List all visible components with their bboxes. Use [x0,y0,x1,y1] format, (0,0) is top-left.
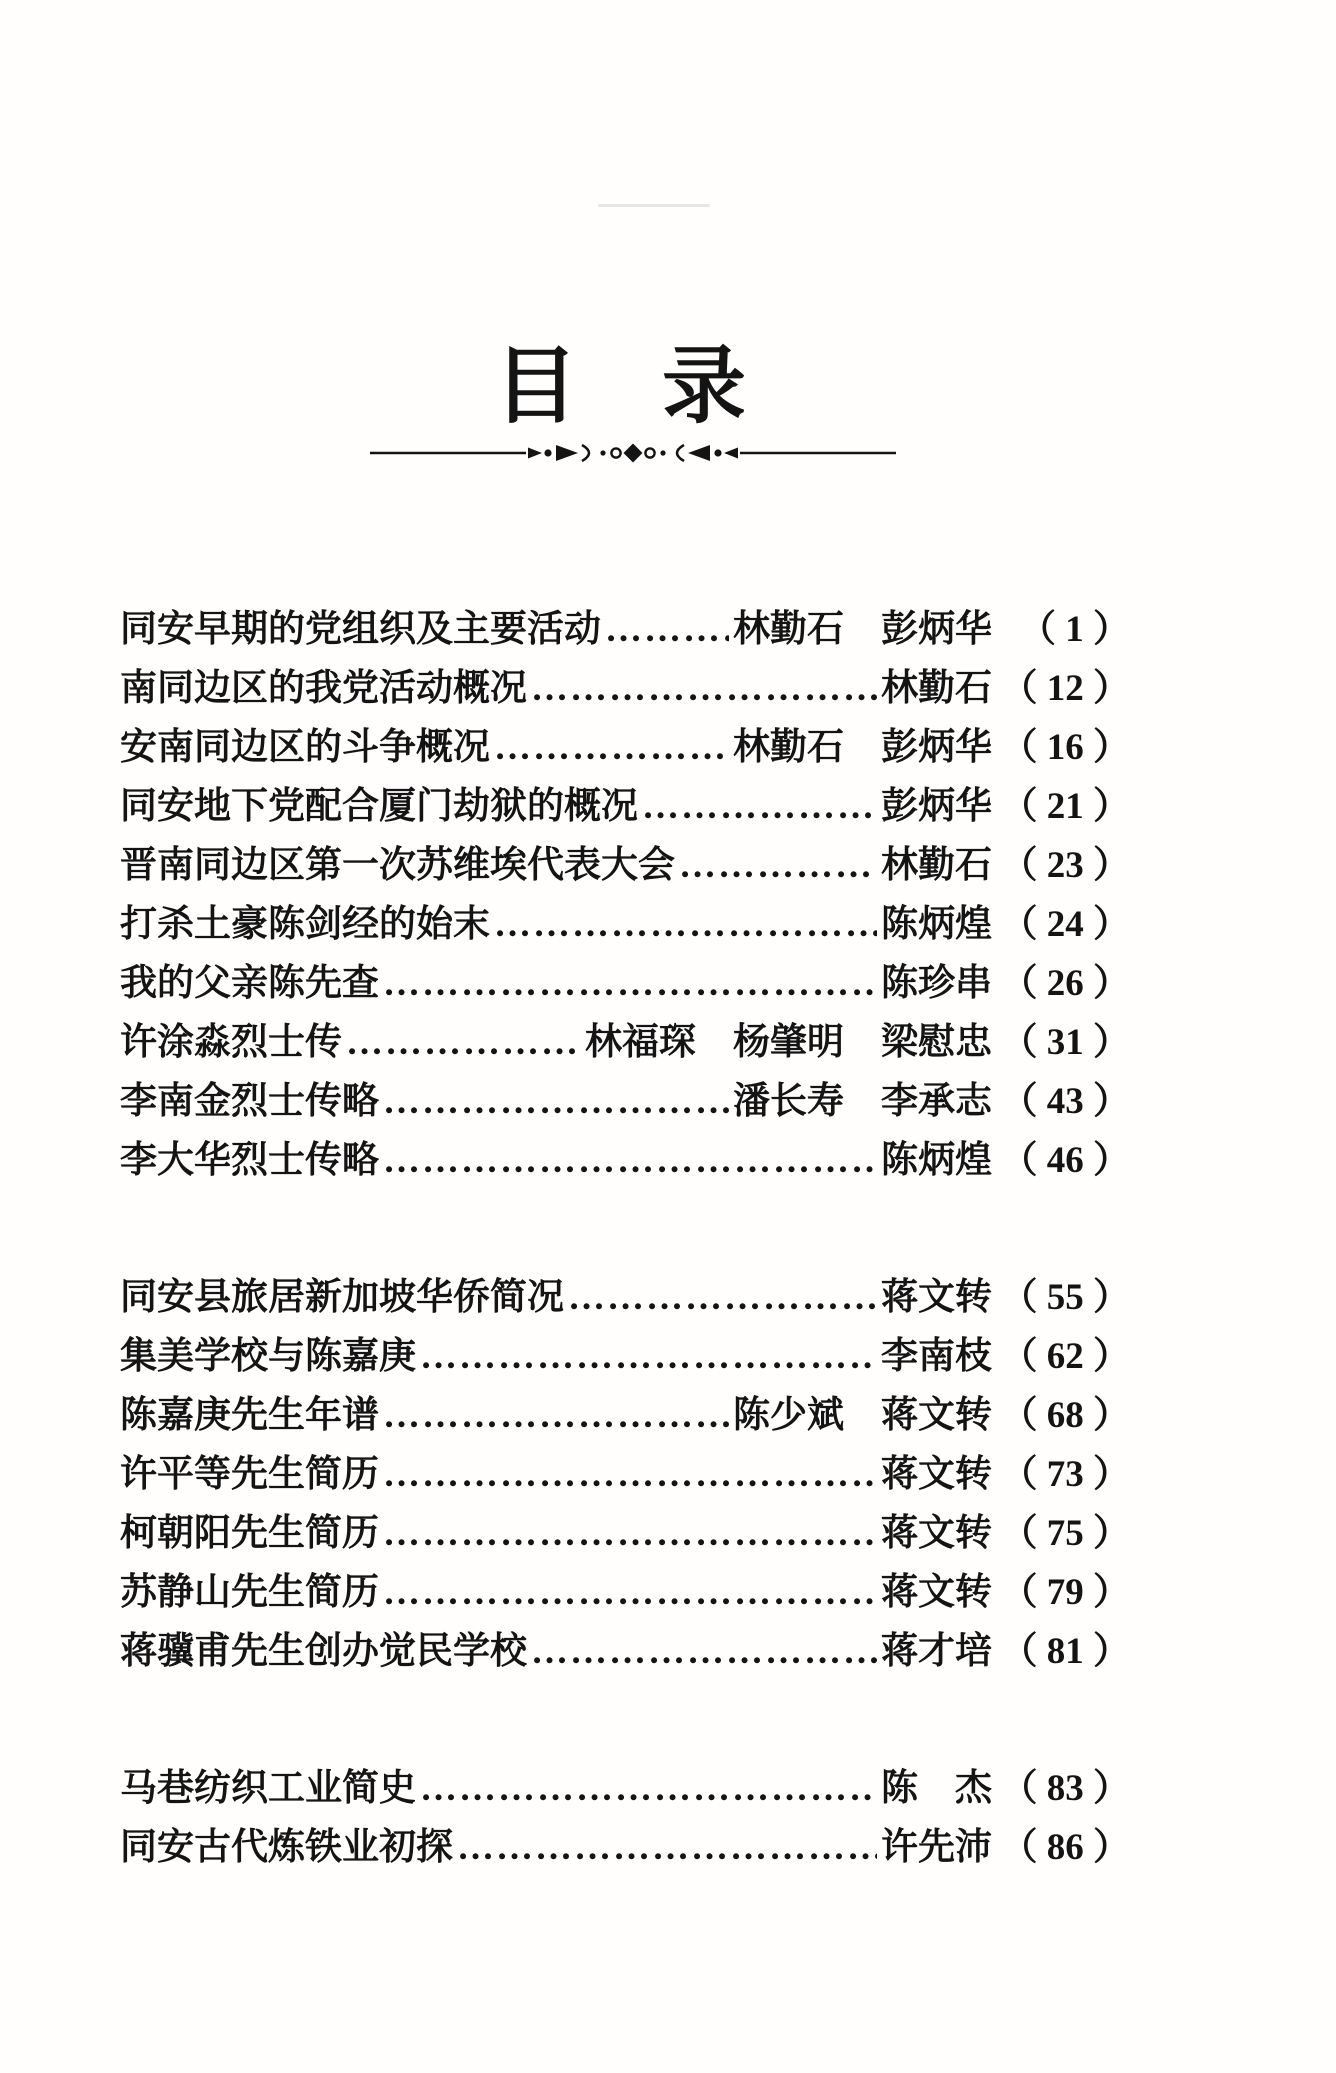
dotted-leader [642,777,877,836]
scan-artifact [598,204,710,207]
toc-entry [120,1622,1130,1681]
toc-entry [120,1818,1130,1877]
entry-page: （ 21 ） [1000,786,1130,827]
dotted-leader [420,1327,877,1386]
toc-list [120,600,1130,1877]
dotted-leader [531,659,877,718]
ornamental-divider [370,438,896,468]
entry-authors: 陈 杰 [881,1768,992,1809]
entry-page: （ 68 ） [1000,1395,1130,1436]
dotted-leader [383,1386,729,1445]
entry-title: 集美学校与陈嘉庚 [120,1336,416,1377]
entry-page: （ 79 ） [1000,1572,1130,1613]
entry-authors: 陈珍串 [881,963,992,1004]
entry-page: （ 16 ） [1000,727,1130,768]
entry-page: （ 31 ） [1000,1022,1130,1063]
entry-page: （ 73 ） [1000,1454,1130,1495]
toc-entry [120,1327,1130,1386]
toc-entry [120,1268,1130,1327]
entry-authors: 蒋才培 [881,1631,992,1672]
entry-page: （ 62 ） [1000,1336,1130,1377]
toc-entry [120,777,1130,836]
entry-page: （ 46 ） [1000,1140,1130,1181]
entry-title: 同安早期的党组织及主要活动 [120,609,601,650]
entry-title: 许涂淼烈士传 [120,1022,342,1063]
toc-section [120,600,1130,1190]
entry-title: 同安古代炼铁业初探 [120,1827,453,1868]
toc-entry [120,718,1130,777]
dotted-leader [605,600,729,659]
entry-authors: 蒋文转 [881,1513,992,1554]
entry-title: 李大华烈士传略 [120,1140,379,1181]
toc-section [120,1759,1130,1877]
entry-title: 南同边区的我党活动概况 [120,668,527,709]
entry-authors: 林勤石 [881,668,992,709]
entry-authors: 陈少斌 蒋文转 [733,1395,992,1436]
entry-title: 许平等先生简历 [120,1454,379,1495]
dotted-leader [494,895,877,954]
entry-title: 蒋骥甫先生创办觉民学校 [120,1631,527,1672]
entry-title: 我的父亲陈先查 [120,963,379,1004]
entry-page: （ 75 ） [1000,1513,1130,1554]
entry-title: 打杀土豪陈剑经的始末 [120,904,490,945]
dotted-leader [383,1131,877,1190]
dotted-leader [346,1013,581,1072]
dotted-leader [383,954,877,1013]
entry-page: （ 43 ） [1000,1081,1130,1122]
entry-title: 晋南同边区第一次苏维埃代表大会 [120,845,675,886]
dotted-leader [420,1759,877,1818]
toc-entry [120,836,1130,895]
toc-entry [120,1504,1130,1563]
entry-title: 柯朝阳先生简历 [120,1513,379,1554]
toc-entry [120,1131,1130,1190]
toc-entry [120,600,1130,659]
entry-page: （ 1 ） [1019,609,1130,650]
entry-authors: 陈炳煌 [881,1140,992,1181]
toc-entry [120,895,1130,954]
entry-authors: 李南枝 [881,1336,992,1377]
entry-authors: 蒋文转 [881,1277,992,1318]
entry-title: 同安地下党配合厦门劫狱的概况 [120,786,638,827]
entry-title: 同安县旅居新加坡华侨简况 [120,1277,564,1318]
entry-authors: 陈炳煌 [881,904,992,945]
dotted-leader [531,1622,877,1681]
toc-entry [120,1013,1130,1072]
entry-page: （ 24 ） [1000,904,1130,945]
dotted-leader [383,1072,729,1131]
entry-authors: 林勤石 彭炳华 [733,609,992,650]
entry-page: （ 81 ） [1000,1631,1130,1672]
entry-title: 安南同边区的斗争概况 [120,727,490,768]
entry-page: （ 23 ） [1000,845,1130,886]
entry-page: （ 55 ） [1000,1277,1130,1318]
entry-title: 李南金烈士传略 [120,1081,379,1122]
entry-page: （ 12 ） [1000,668,1130,709]
entry-title: 陈嘉庚先生年谱 [120,1395,379,1436]
entry-title: 苏静山先生简历 [120,1572,379,1613]
entry-authors: 蒋文转 [881,1572,992,1613]
entry-title: 马巷纺织工业简史 [120,1768,416,1809]
toc-section [120,1268,1130,1681]
toc-entry [120,1445,1130,1504]
dotted-leader [568,1268,877,1327]
toc-entry [120,1072,1130,1131]
dotted-leader [494,718,729,777]
entry-authors: 林勤石 [881,845,992,886]
page-title: 目 录 [494,341,747,434]
toc-entry [120,1759,1130,1818]
entry-authors: 彭炳华 [881,786,992,827]
toc-entry [120,954,1130,1013]
entry-authors: 林勤石 彭炳华 [733,727,992,768]
dotted-leader [679,836,877,895]
dotted-leader [383,1563,877,1622]
entry-authors: 潘长寿 李承志 [733,1081,992,1122]
dotted-leader [383,1504,877,1563]
toc-entry [120,1386,1130,1445]
entry-authors: 许先沛 [881,1827,992,1868]
entry-authors: 林福琛 杨肇明 梁慰忠 [585,1022,992,1063]
dotted-leader [383,1445,877,1504]
entry-page: （ 83 ） [1000,1768,1130,1809]
entry-page: （ 86 ） [1000,1827,1130,1868]
entry-authors: 蒋文转 [881,1454,992,1495]
dotted-leader [457,1818,877,1877]
toc-entry [120,1563,1130,1622]
toc-entry [120,659,1130,718]
entry-page: （ 26 ） [1000,963,1130,1004]
